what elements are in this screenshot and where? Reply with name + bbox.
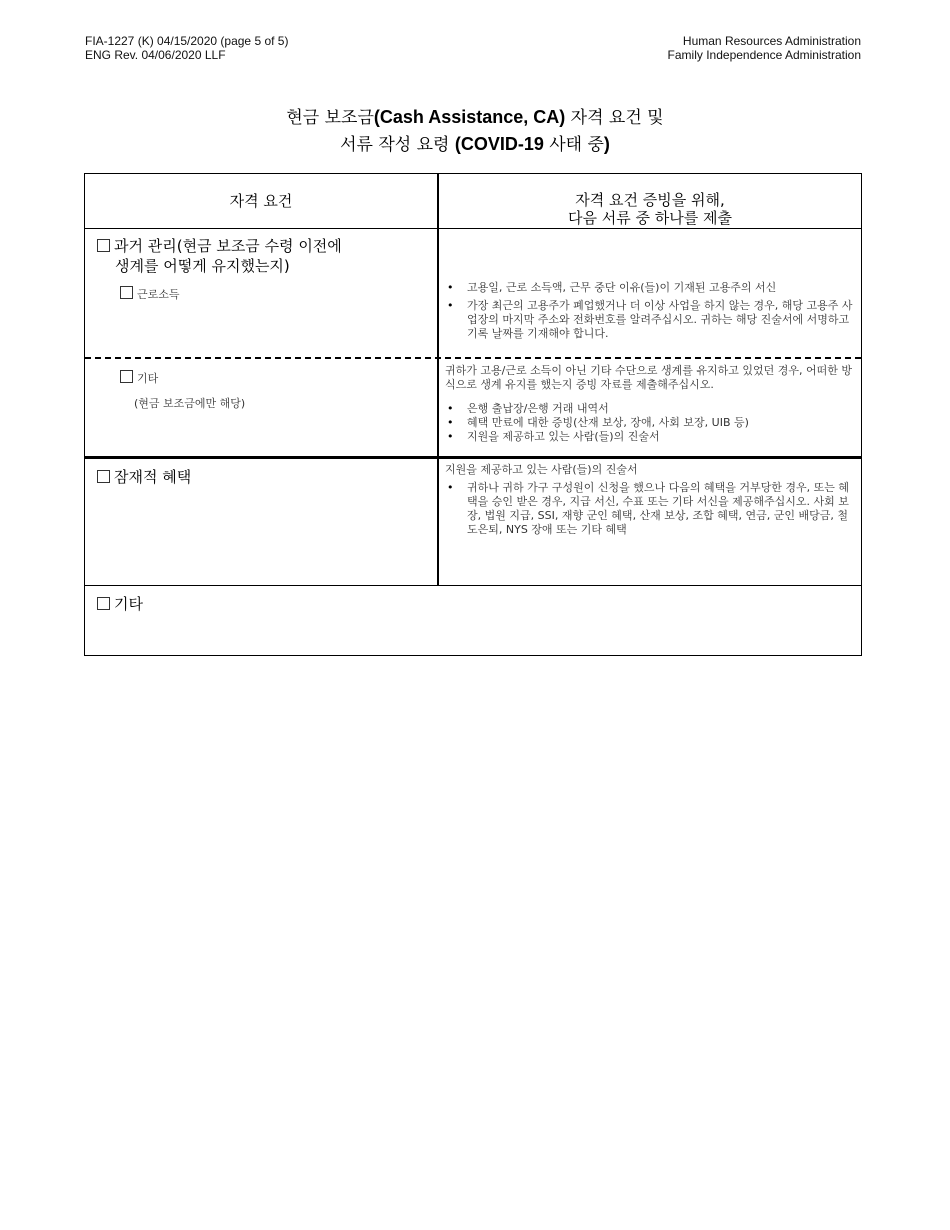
list-item: • 은행 출납장/은행 거래 내역서 (445, 402, 855, 416)
title-line-2: 서류 작성 요령 (COVID-19 사태 중) (340, 134, 610, 155)
list-item: • 고용일, 근로 소득액, 근무 중단 이유(들)이 기재된 고용주의 서신 (445, 281, 855, 295)
row2-intro: 귀하가 고용/근로 소득이 아닌 기타 수단으로 생계를 유지하고 있었던 경우, 어떠한 방식으로 생계 유지를 했는지 증빙 자료를 제출해주십시오. (445, 364, 852, 391)
column-header-documents: 자격 요건 증빙을 위해, 다음 서류 중 하나를 제출 (568, 191, 732, 227)
revision-info: ENG Rev. 04/06/2020 LLF (85, 48, 226, 62)
divider-row4 (85, 585, 861, 586)
row3-label: 잠재적 혜택 (97, 467, 427, 487)
cash-assistance-note: (현금 보조금에만 해당) (134, 397, 246, 410)
row2-documents (445, 364, 855, 444)
list-item: • 혜택 만료에 대한 증빙(산재 보상, 장애, 사회 보장, UIB 등) (445, 416, 855, 430)
row1-label: 과거 관리(현금 보조금 수령 이전에 생계를 어떻게 유지했는지) (97, 236, 427, 276)
column-header-requirement: 자격 요건 (229, 192, 293, 210)
list-item: • 가장 최근의 고용주가 폐업했거나 더 이상 사업을 하지 않는 경우, 해당 고용주 사업장의 마지막 주소와 전화번호를 알려주십시오. 귀하는 해당 진술서에 서명하고 기록 날짜를 기재해야 합니다. (445, 299, 855, 341)
title-line-1: 현금 보조금(Cash Assistance, CA) 자격 요건 및 (286, 107, 664, 128)
agency-name: Human Resources Administration (682, 34, 861, 48)
column-divider (437, 174, 439, 586)
other-checkbox[interactable] (97, 597, 110, 610)
row1-documents (445, 281, 855, 341)
other-option: 기타 (120, 370, 420, 386)
page-title (0, 104, 950, 158)
row3-documents (445, 463, 855, 537)
list-item: • 지원을 제공하고 있는 사람(들)의 진술서 (445, 430, 855, 444)
division-name: Family Independence Administration (667, 48, 861, 62)
earned-income-checkbox[interactable] (120, 286, 133, 299)
requirements-table (84, 173, 862, 656)
row4-label: 기타 (97, 594, 427, 614)
row3-intro: 지원을 제공하고 있는 사람(들)의 진술서 (445, 463, 638, 476)
form-id-block (85, 34, 288, 62)
potential-benefits-checkbox[interactable] (97, 470, 110, 483)
divider-dashed (85, 357, 861, 359)
divider-header (85, 228, 861, 229)
agency-block (668, 34, 861, 62)
past-management-checkbox[interactable] (97, 239, 110, 252)
form-id: FIA-1227 (K) 04/15/2020 (page 5 of 5) (85, 34, 289, 48)
divider-thick (85, 456, 861, 459)
list-item: • 귀하나 귀하 가구 구성원이 신청을 했으나 다음의 혜택을 거부당한 경우, 또는 혜택을 승인 받은 경우, 지급 서신, 수표 또는 기타 서신을 제공해주십시오. 사회 보장, 법원 지급, SSI, 재향 군인 혜택, 산재 보상, 조합 혜택, 연금, 군인 배당금, 철도은퇴, NYS 장애 또는 기타 혜택 (445, 481, 855, 537)
other-income-checkbox[interactable] (120, 370, 133, 383)
earned-income-option: 근로소득 (120, 286, 420, 302)
